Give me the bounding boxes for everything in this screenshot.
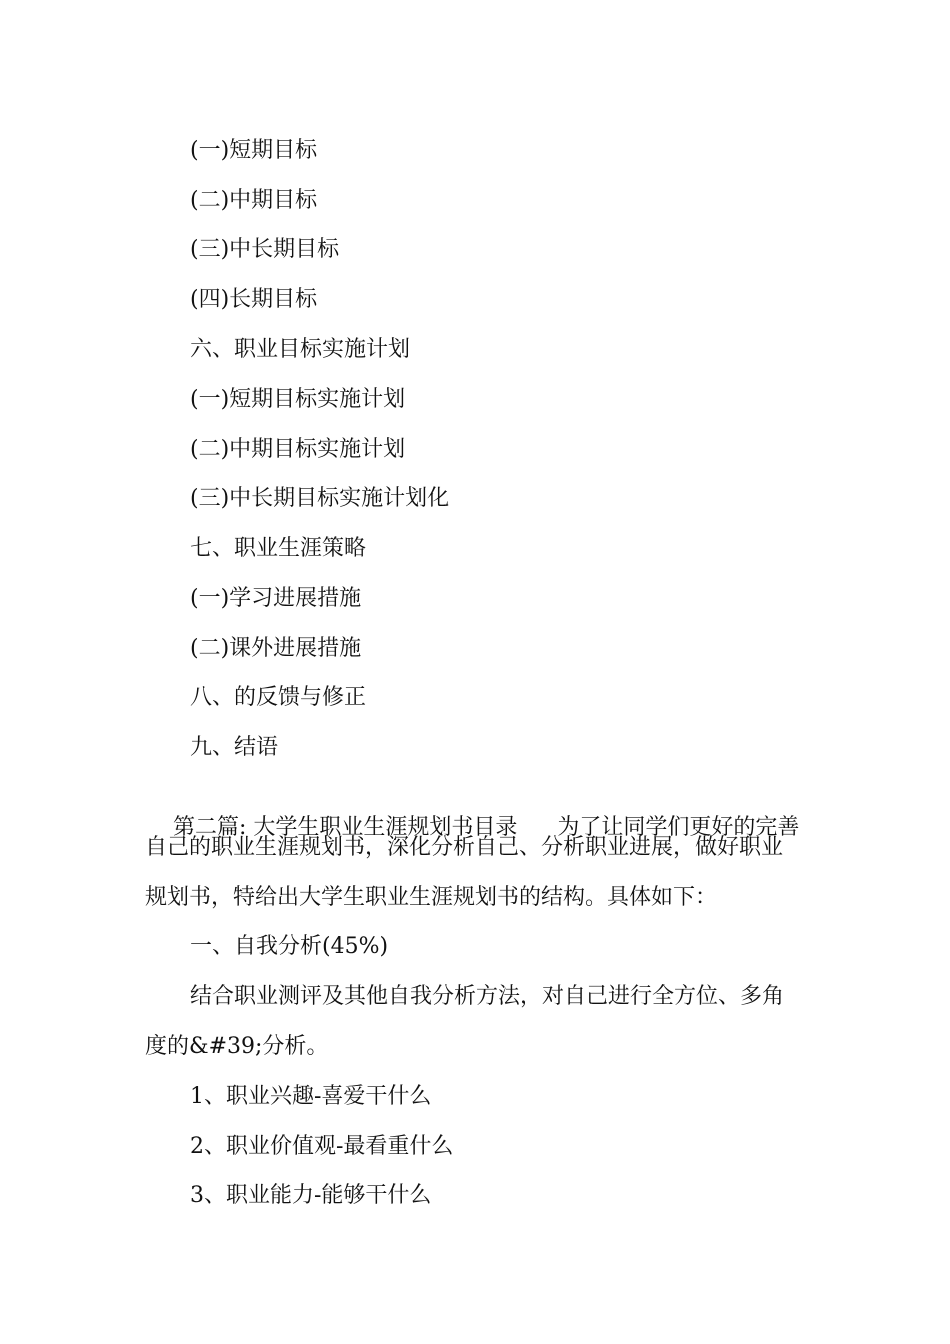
outline-item-short-term-plan: (一)短期目标实施计划 <box>190 387 406 412</box>
self-analysis-paragraph-line-1: 结合职业测评及其他自我分析方法，对自己进行全方位、多角 <box>190 984 785 1009</box>
intro-text-start: 为了让同学们更好的完善 <box>557 815 800 840</box>
outline-section-nine: 九、结语 <box>190 735 279 760</box>
list-item-career-interest: 1、职业兴趣-喜爱干什么 <box>190 1084 432 1109</box>
list-item-career-ability: 3、职业能力-能够干什么 <box>190 1183 432 1208</box>
intro-paragraph-line-2: 自己的职业生涯规划书，深化分析自己、分析职业进展，做好职业 <box>145 835 784 860</box>
outline-item-short-term-goal: (一)短期目标 <box>190 138 318 163</box>
outline-item-mid-term-goal: (二)中期目标 <box>190 188 318 213</box>
outline-item-mid-long-term-plan: (三)中长期目标实施计划化 <box>190 486 450 511</box>
outline-item-study-measures: (一)学习进展措施 <box>190 586 362 611</box>
outline-item-mid-term-plan: (二)中期目标实施计划 <box>190 437 406 462</box>
outline-section-seven: 七、职业生涯策略 <box>190 536 367 561</box>
self-analysis-paragraph-line-2: 度的&#39;分析。 <box>145 1034 329 1059</box>
outline-item-extracurricular-measures: (二)课外进展措施 <box>190 636 362 661</box>
outline-section-eight: 八、的反馈与修正 <box>190 685 367 710</box>
intro-paragraph-line-3: 规划书，特给出大学生职业生涯规划书的结构。具体如下： <box>145 885 718 910</box>
list-item-career-values: 2、职业价值观-最看重什么 <box>190 1134 454 1159</box>
outline-section-six: 六、职业目标实施计划 <box>190 337 411 362</box>
outline-item-long-term-goal: (四)长期目标 <box>190 287 318 312</box>
outline-item-mid-long-term-goal: (三)中长期目标 <box>190 237 340 262</box>
chapter-title: 第二篇: 大学生职业生涯规划书目录 <box>172 815 518 840</box>
section-self-analysis: 一、自我分析(45%) <box>190 934 389 959</box>
